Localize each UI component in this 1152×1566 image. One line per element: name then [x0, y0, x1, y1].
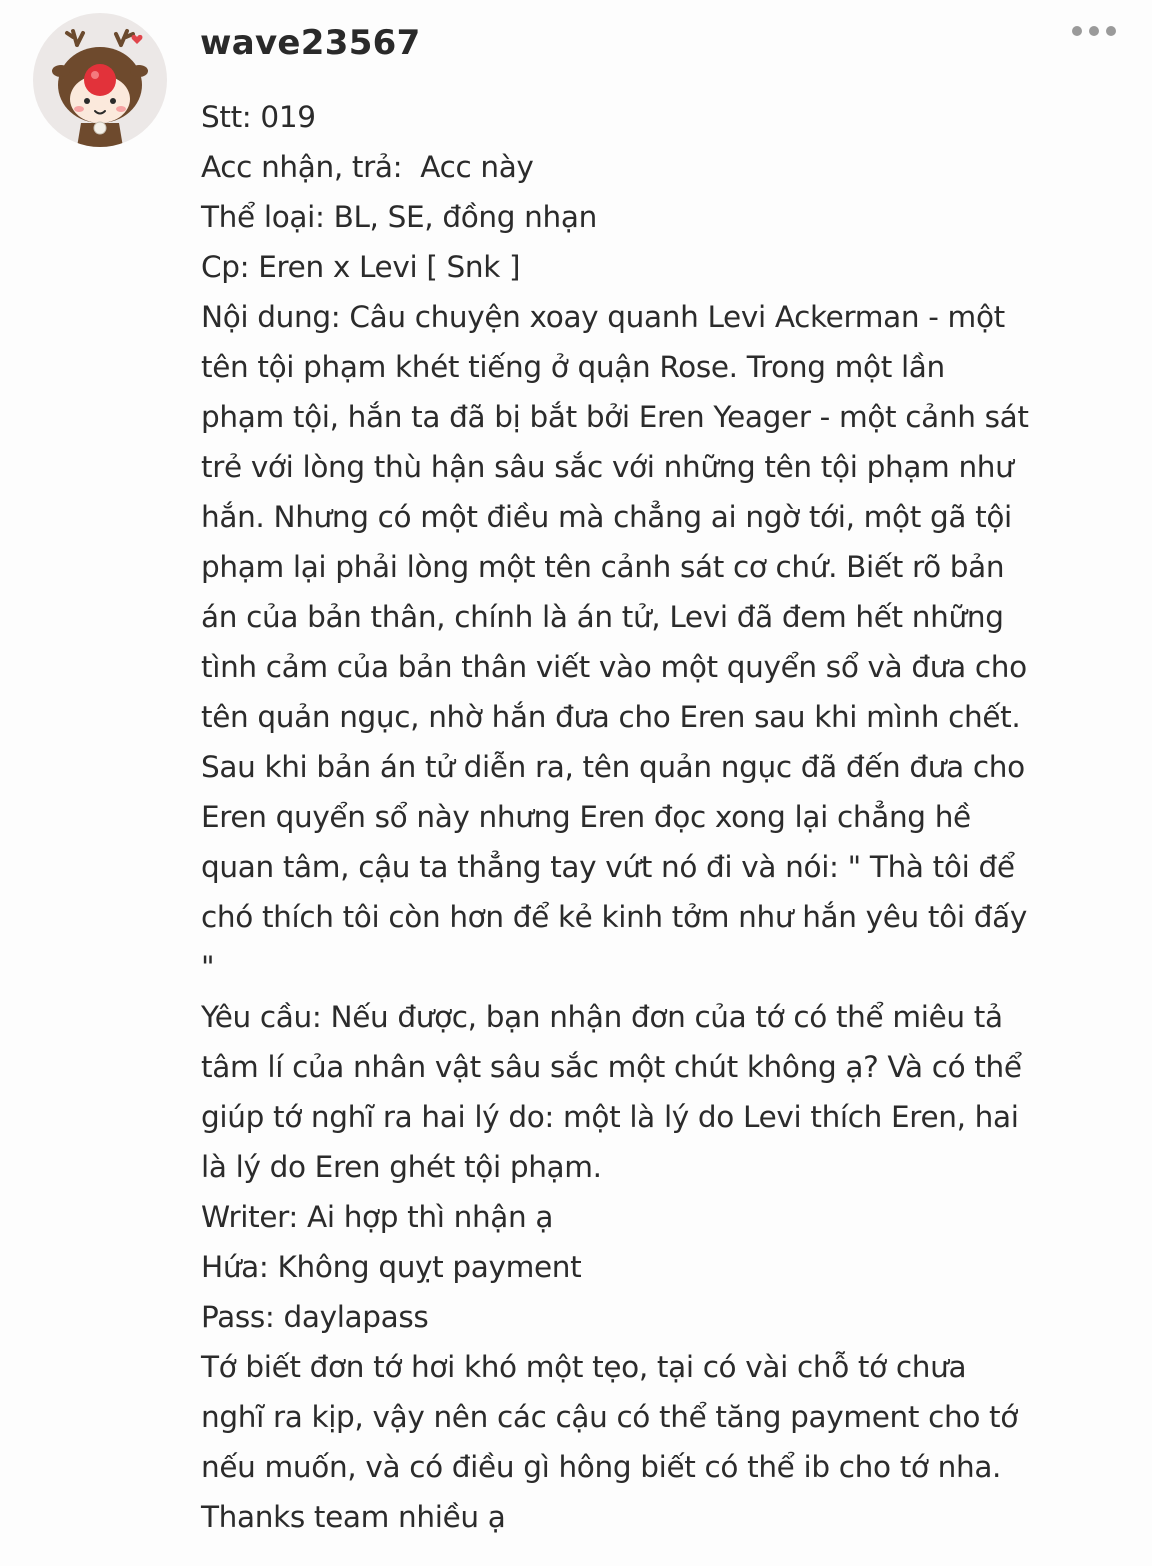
- post-text-line: Hứa: Không quỵt payment: [201, 1250, 582, 1284]
- more-options-icon: [1106, 26, 1116, 36]
- post-text-line: Yêu cầu: Nếu được, bạn nhận đơn của tớ có thể miêu tả: [201, 1000, 1003, 1034]
- more-options-icon: [1089, 26, 1099, 36]
- post-text-line: Thanks team nhiều ạ: [201, 1500, 506, 1534]
- post-text-line: là lý do Eren ghét tội phạm.: [201, 1150, 602, 1184]
- post-text-line: tình cảm của bản thân viết vào một quyển sổ và đưa cho: [201, 650, 1027, 684]
- post-text-line: trẻ với lòng thù hận sâu sắc với những tên tội phạm như: [201, 450, 1014, 484]
- avatar[interactable]: [33, 13, 167, 147]
- post-text-line: nếu muốn, và có điều gì hông biết có thể ib cho tớ nha.: [201, 1450, 1002, 1484]
- post-text-line: Thể loại: BL, SE, đồng nhạn: [201, 200, 597, 234]
- post-text-line: Nội dung: Câu chuyện xoay quanh Levi Ackerman - một: [201, 300, 1005, 334]
- post-text-line: phạm lại phải lòng một tên cảnh sát cơ chứ. Biết rõ bản: [201, 550, 1005, 584]
- post-text-line: án của bản thân, chính là án tử, Levi đã đem hết những: [201, 600, 1004, 634]
- post-text-line: tên quản ngục, nhờ hắn đưa cho Eren sau khi mình chết.: [201, 700, 1021, 734]
- username[interactable]: wave23567: [200, 23, 421, 63]
- more-options-button[interactable]: [1062, 18, 1126, 44]
- post-text-line: tên tội phạm khét tiếng ở quận Rose. Trong một lần: [201, 350, 945, 384]
- post-text-line: nghĩ ra kịp, vậy nên các cậu có thể tăng payment cho tớ: [201, 1400, 1018, 1434]
- post-text-line: Pass: daylapass: [201, 1300, 429, 1334]
- post-text-line: chó thích tôi còn hơn để kẻ kinh tởm như hắn yêu tôi đấy: [201, 900, 1027, 934]
- reindeer-character-avatar-icon: [33, 13, 167, 147]
- post-text-line: giúp tớ nghĩ ra hai lý do: một là lý do Levi thích Eren, hai: [201, 1100, 1019, 1134]
- post-text-line: Acc nhận, trả: Acc này: [201, 150, 534, 184]
- post-text-line: Cp: Eren x Levi [ Snk ]: [201, 250, 521, 284]
- post-text-line: Tớ biết đơn tớ hơi khó một tẹo, tại có vài chỗ tớ chưa: [201, 1350, 967, 1384]
- more-options-icon: [1072, 26, 1082, 36]
- post-text-line: Stt: 019: [201, 100, 316, 134]
- post-text-line: Sau khi bản án tử diễn ra, tên quản ngục đã đến đưa cho: [201, 750, 1025, 784]
- post-text-line: tâm lí của nhân vật sâu sắc một chút không ạ? Và có thể: [201, 1050, 1022, 1084]
- post-body: [201, 92, 1131, 1542]
- post-text-line: Eren quyển sổ này nhưng Eren đọc xong lại chẳng hề: [201, 800, 971, 834]
- post-text-line: phạm tội, hắn ta đã bị bắt bởi Eren Yeager - một cảnh sát: [201, 400, 1029, 434]
- post-text-line: hắn. Nhưng có một điều mà chẳng ai ngờ tới, một gã tội: [201, 500, 1012, 534]
- post-text-line: quan tâm, cậu ta thẳng tay vứt nó đi và nói: " Thà tôi để: [201, 850, 1015, 884]
- post-text-line: Writer: Ai hợp thì nhận ạ: [201, 1200, 554, 1234]
- post-text-line: ": [201, 950, 215, 984]
